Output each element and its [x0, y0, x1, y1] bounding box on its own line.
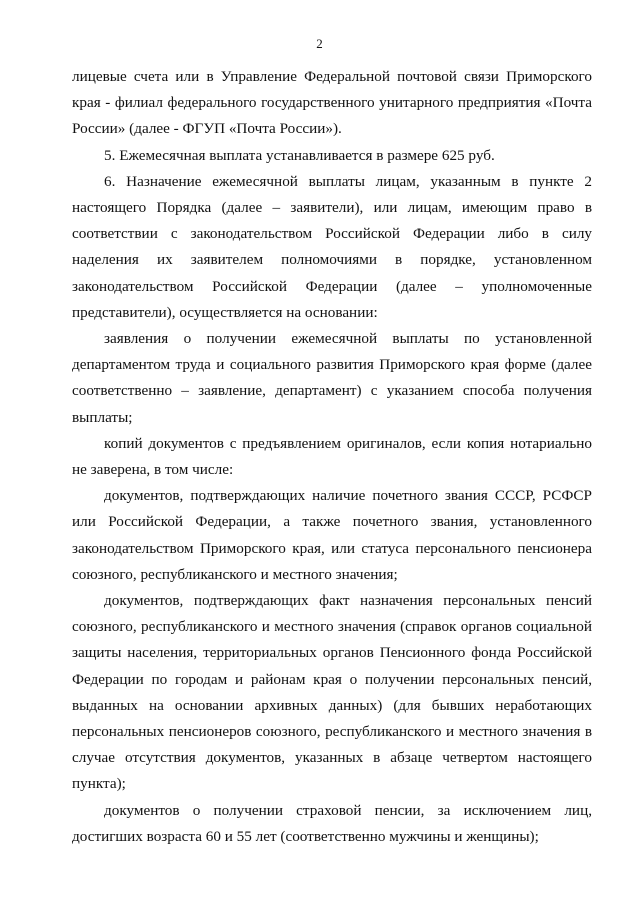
paragraph-item-5: 5. Ежемесячная выплата устанавливается в размере 625 руб.	[104, 146, 495, 164]
paragraph-item-6: 6. Назначение ежемесячной выплаты лицам, указанным в пункте 2 настоящего Порядка (далее – заявители), или лицам, имеющим право в соответствии с законодательством Российской Федерации либо в силу наделения их заявителем полномочиями в порядке, установленном законодательством Российской Федерации (далее – уполномоченные представители), осуществляется на основании:	[72, 172, 592, 321]
paragraph-continuation: лицевые счета или в Управление Федеральной почтовой связи Приморского края - филиал федерального государственного унитарного предприятия «Почта России» (далее - ФГУП «Почта России»).	[72, 68, 592, 138]
paragraph-application: заявления о получении ежемесячной выплаты по установленной департаментом труда и социального развития Приморского края форме (далее соответственно – заявление, департамент) с указанием способа получения выплаты;	[72, 330, 592, 426]
paragraph-honorary-title-docs: документов, подтверждающих наличие почетного звания СССР, РСФСР или Российской Федерации, а также почетного звания, установленного законодательством Приморского края, или статуса персонального пенсионера союзного, республиканского и местного значения;	[72, 487, 592, 583]
paragraph-insurance-pension-docs: документов о получении страховой пенсии, за исключением лиц, достигших возраста 60 и 55 лет (соответственно мужчины и женщины);	[72, 801, 592, 845]
page-number: 2	[316, 36, 323, 51]
paragraph-document-copies: копий документов с предъявлением оригиналов, если копия нотариально не заверена, в том числе:	[72, 434, 592, 479]
paragraph-personal-pension-docs: документов, подтверждающих факт назначения персональных пенсий союзного, республиканского и местного значения (справок органов социальной защиты населения, территориальных органов Пенсионного фонда Российской Федерации по городам и районам края о получении персональных пенсий, выданных на основании архивных данных) (для бывших неработающих персональных пенсионеров союзного, республиканского и местного значения в случае отсутствия документов, указанных в абзаце четвертом настоящего пункта);	[72, 592, 592, 793]
document-body	[72, 64, 592, 850]
